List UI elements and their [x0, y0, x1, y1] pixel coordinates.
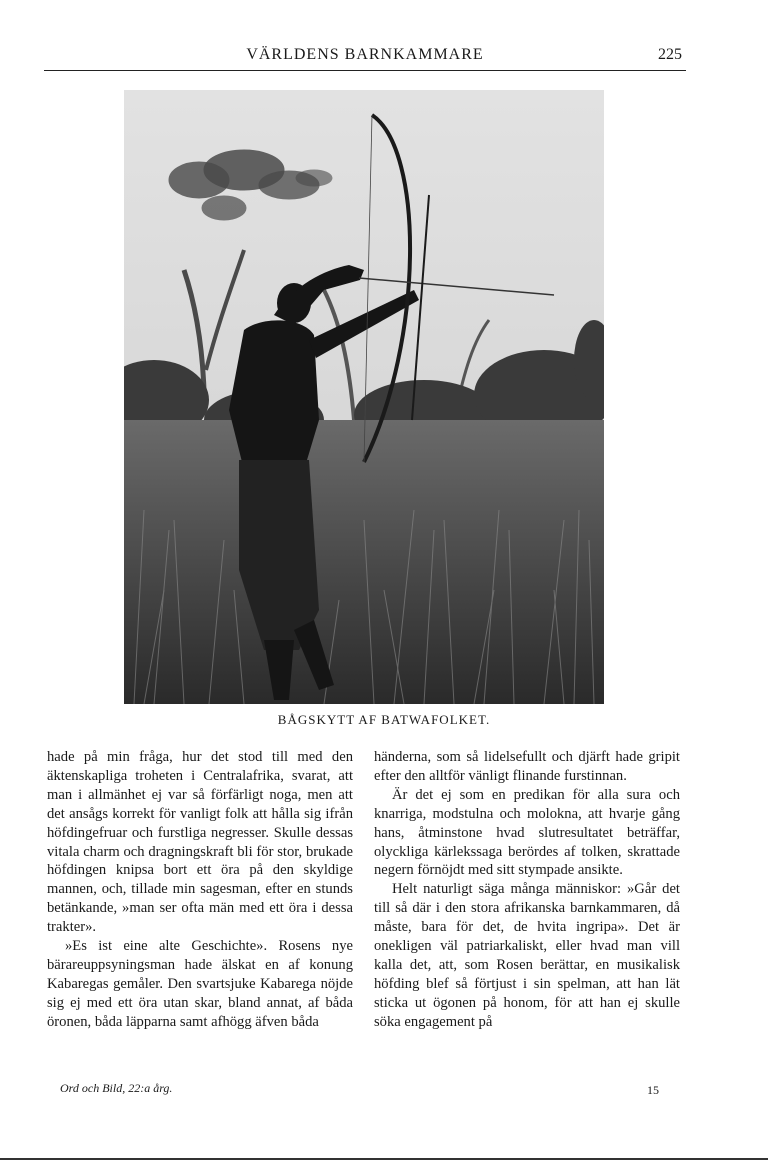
right-paragraph-3: Helt naturligt säga många människor: »Går det till så där i den stora afrikanska barnkammaren, då måste, bara för det, de hvita ingripa». Det är onekligen väl patriarkaliskt, eller hvad man vill kalla det, att, som Rosen berättar, en musikalisk höfding blef så förtjust i sin spelman, att han lät sticka ut ögonen på honom, för att han ej skulle söka engagement på [374, 881, 680, 1030]
right-paragraph-2: Är det ej som en predikan för alla sura och knarriga, modstulna och molokna, att hvarje gång hans, åtminstone hvad slutresultatet beträffar, olyckliga kärlekssaga berördes af tolken, skrattade negern förnöjdt med sitt stympade ansikte. [374, 786, 680, 879]
running-title: VÄRLDENS BARNKAMMARE [246, 46, 484, 63]
left-column [47, 748, 353, 1032]
left-paragraph-2: »Es ist eine alte Geschichte». Rosens nye bärareuppsyningsman hade älskat en af konung Kabaregas gemåler. Den svartsjuke Kabarega nöjde sig ej med ett öra utan skar, bland annat, af båda öronen, båda läpparna samt afhögg äfven båda [47, 938, 353, 1030]
grass-field [124, 420, 604, 704]
photo-drawing [124, 90, 604, 704]
right-paragraph-1: händerna, som så lidelsefullt och djärft hade gripit efter den alltför vänligt flinande furstinnan. [374, 749, 680, 784]
figure-caption: BÅGSKYTT AF BATWAFOLKET. [277, 712, 491, 727]
running-header [44, 44, 686, 71]
signature-mark: 15 [647, 1083, 659, 1097]
left-paragraph-1: hade på min fråga, hur det stod till med den äktenskapliga troheten i Centralafrika, svarat, att man i allmänhet ej var så förfärligt noga, men att det ansågs korrekt för vanligt folk att hålla sig ifrån höfdingefruar och furstliga negresser. Skulle dessas vitala charm och dragningskraft bli för stor, brukade höfdingen knipsa bort ett öra på den skyldige mannen, och, tillade min sagesman, efter en stunds betänkande, »man ser ofta män med ett öra i dessa trakter». [47, 749, 353, 936]
page-number: 225 [658, 46, 682, 63]
right-column [374, 748, 680, 1032]
bottom-rule [0, 1158, 768, 1160]
publication-footer: Ord och Bild, 22:a årg. [60, 1081, 173, 1095]
archer-photograph [124, 90, 604, 704]
